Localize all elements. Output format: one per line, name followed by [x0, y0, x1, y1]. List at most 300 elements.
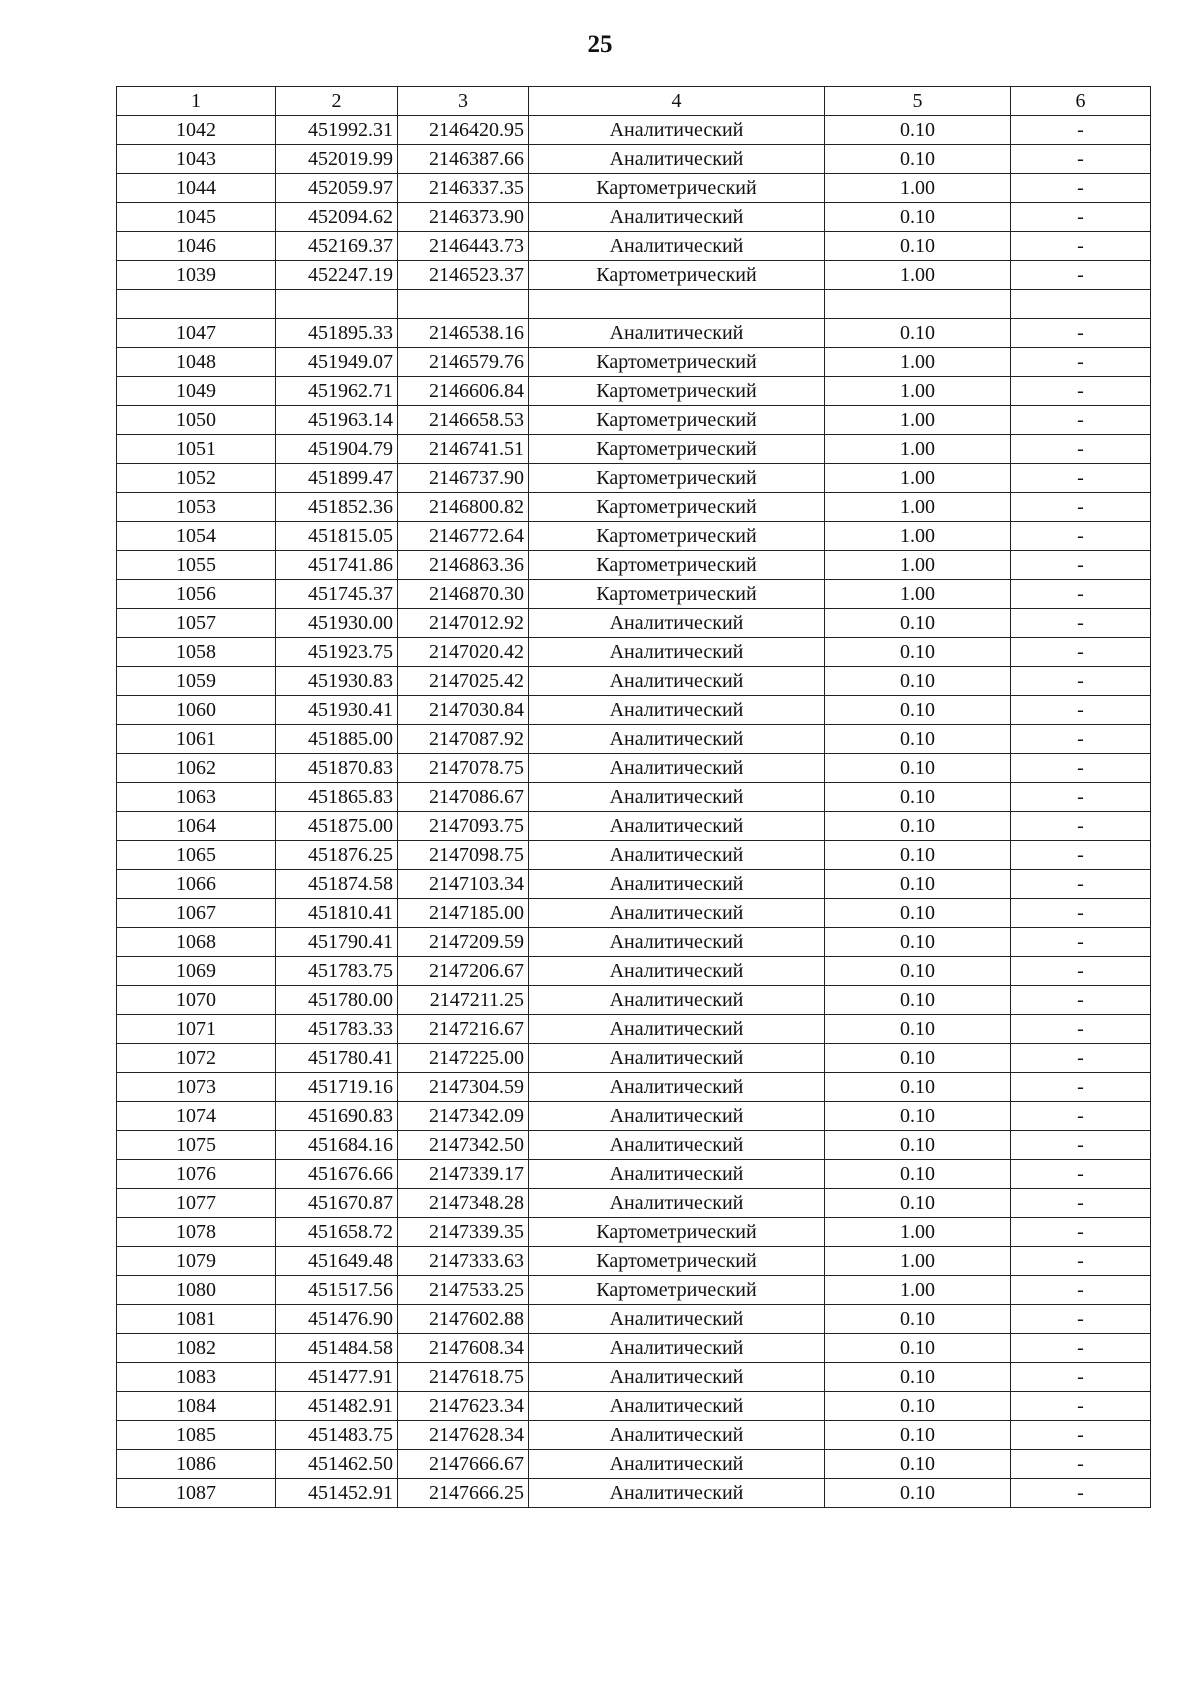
table-row	[117, 1015, 1151, 1044]
method-cell: Аналитический	[529, 1363, 825, 1392]
y-coordinate-cell: 2147098.75	[398, 841, 529, 870]
method-cell: Картометрический	[529, 261, 825, 290]
x-coordinate-cell: 452169.37	[276, 232, 398, 261]
y-coordinate-cell: 2147078.75	[398, 754, 529, 783]
table-row	[117, 261, 1151, 290]
y-coordinate-cell: 2146800.82	[398, 493, 529, 522]
point-number-cell: 1078	[117, 1218, 276, 1247]
x-coordinate-cell: 451992.31	[276, 116, 398, 145]
x-coordinate-cell: 451780.00	[276, 986, 398, 1015]
table-row	[117, 1131, 1151, 1160]
table-row	[117, 1160, 1151, 1189]
x-coordinate-cell: 451810.41	[276, 899, 398, 928]
accuracy-cell: 0.10	[825, 145, 1011, 174]
method-cell: Картометрический	[529, 580, 825, 609]
method-cell: Картометрический	[529, 522, 825, 551]
accuracy-cell: 1.00	[825, 551, 1011, 580]
method-cell: Аналитический	[529, 899, 825, 928]
method-cell: Аналитический	[529, 1073, 825, 1102]
point-number-cell: 1073	[117, 1073, 276, 1102]
y-coordinate-cell: 2147628.34	[398, 1421, 529, 1450]
note-cell: -	[1011, 812, 1151, 841]
note-cell: -	[1011, 1479, 1151, 1508]
table-row	[117, 406, 1151, 435]
point-number-cell: 1054	[117, 522, 276, 551]
point-number-cell: 1074	[117, 1102, 276, 1131]
note-cell: -	[1011, 1218, 1151, 1247]
accuracy-cell	[825, 290, 1011, 319]
y-coordinate-cell: 2147602.88	[398, 1305, 529, 1334]
point-number-cell: 1076	[117, 1160, 276, 1189]
accuracy-cell: 1.00	[825, 1218, 1011, 1247]
accuracy-cell: 1.00	[825, 261, 1011, 290]
point-number-cell: 1045	[117, 203, 276, 232]
note-cell: -	[1011, 957, 1151, 986]
method-cell	[529, 290, 825, 319]
y-coordinate-cell	[398, 290, 529, 319]
point-number-cell: 1067	[117, 899, 276, 928]
point-number-cell: 1064	[117, 812, 276, 841]
note-cell: -	[1011, 1421, 1151, 1450]
note-cell: -	[1011, 870, 1151, 899]
note-cell: -	[1011, 667, 1151, 696]
x-coordinate-cell: 451517.56	[276, 1276, 398, 1305]
accuracy-cell: 0.10	[825, 1073, 1011, 1102]
accuracy-cell: 0.10	[825, 812, 1011, 841]
accuracy-cell: 0.10	[825, 1160, 1011, 1189]
table-row	[117, 754, 1151, 783]
x-coordinate-cell: 451852.36	[276, 493, 398, 522]
table-row	[117, 638, 1151, 667]
table-row	[117, 493, 1151, 522]
x-coordinate-cell: 451690.83	[276, 1102, 398, 1131]
method-cell: Аналитический	[529, 319, 825, 348]
y-coordinate-cell: 2146443.73	[398, 232, 529, 261]
note-cell: -	[1011, 348, 1151, 377]
method-cell: Картометрический	[529, 348, 825, 377]
y-coordinate-cell: 2146420.95	[398, 116, 529, 145]
table-row	[117, 290, 1151, 319]
note-cell: -	[1011, 696, 1151, 725]
accuracy-cell: 1.00	[825, 580, 1011, 609]
accuracy-cell: 1.00	[825, 1276, 1011, 1305]
y-coordinate-cell: 2147339.17	[398, 1160, 529, 1189]
accuracy-cell: 0.10	[825, 696, 1011, 725]
y-coordinate-cell: 2147209.59	[398, 928, 529, 957]
x-coordinate-cell: 451684.16	[276, 1131, 398, 1160]
table-row	[117, 899, 1151, 928]
note-cell: -	[1011, 319, 1151, 348]
table-row	[117, 464, 1151, 493]
y-coordinate-cell: 2147666.67	[398, 1450, 529, 1479]
accuracy-cell: 0.10	[825, 203, 1011, 232]
note-cell: -	[1011, 1392, 1151, 1421]
y-coordinate-cell: 2146373.90	[398, 203, 529, 232]
accuracy-cell: 1.00	[825, 377, 1011, 406]
accuracy-cell: 1.00	[825, 348, 1011, 377]
point-number-cell: 1057	[117, 609, 276, 638]
accuracy-cell: 1.00	[825, 174, 1011, 203]
accuracy-cell: 0.10	[825, 1334, 1011, 1363]
y-coordinate-cell: 2146870.30	[398, 580, 529, 609]
table-row	[117, 435, 1151, 464]
point-number-cell: 1081	[117, 1305, 276, 1334]
point-number-cell: 1047	[117, 319, 276, 348]
table-row	[117, 1392, 1151, 1421]
y-coordinate-cell: 2147093.75	[398, 812, 529, 841]
x-coordinate-cell: 451719.16	[276, 1073, 398, 1102]
table-body	[117, 87, 1151, 1508]
note-cell: -	[1011, 493, 1151, 522]
x-coordinate-cell: 451930.41	[276, 696, 398, 725]
page-number: 25	[587, 31, 613, 58]
method-cell: Аналитический	[529, 667, 825, 696]
point-number-cell: 1072	[117, 1044, 276, 1073]
note-cell: -	[1011, 580, 1151, 609]
point-number-cell: 1082	[117, 1334, 276, 1363]
x-coordinate-cell: 451483.75	[276, 1421, 398, 1450]
method-cell: Аналитический	[529, 812, 825, 841]
y-coordinate-cell: 2147342.50	[398, 1131, 529, 1160]
accuracy-cell: 0.10	[825, 1363, 1011, 1392]
accuracy-cell: 0.10	[825, 754, 1011, 783]
point-number-cell: 1084	[117, 1392, 276, 1421]
note-cell: -	[1011, 551, 1151, 580]
method-cell: Аналитический	[529, 1421, 825, 1450]
point-number-cell: 1044	[117, 174, 276, 203]
point-number-cell: 1083	[117, 1363, 276, 1392]
y-coordinate-cell: 2147533.25	[398, 1276, 529, 1305]
table-row	[117, 696, 1151, 725]
accuracy-cell: 1.00	[825, 406, 1011, 435]
note-cell: -	[1011, 1450, 1151, 1479]
note-cell: -	[1011, 232, 1151, 261]
note-cell: -	[1011, 522, 1151, 551]
accuracy-cell: 0.10	[825, 1015, 1011, 1044]
table-row	[117, 870, 1151, 899]
note-cell	[1011, 290, 1151, 319]
column-header: 4	[529, 87, 825, 116]
y-coordinate-cell: 2147103.34	[398, 870, 529, 899]
note-cell: -	[1011, 116, 1151, 145]
table-row	[117, 1073, 1151, 1102]
point-number-cell: 1068	[117, 928, 276, 957]
table-row	[117, 957, 1151, 986]
note-cell: -	[1011, 1102, 1151, 1131]
x-coordinate-cell: 451904.79	[276, 435, 398, 464]
point-number-cell: 1061	[117, 725, 276, 754]
method-cell: Аналитический	[529, 232, 825, 261]
x-coordinate-cell: 451949.07	[276, 348, 398, 377]
accuracy-cell: 1.00	[825, 464, 1011, 493]
x-coordinate-cell: 452094.62	[276, 203, 398, 232]
table-row	[117, 667, 1151, 696]
method-cell: Аналитический	[529, 1450, 825, 1479]
point-number-cell: 1051	[117, 435, 276, 464]
point-number-cell	[117, 290, 276, 319]
note-cell: -	[1011, 464, 1151, 493]
y-coordinate-cell: 2147342.09	[398, 1102, 529, 1131]
point-number-cell: 1039	[117, 261, 276, 290]
x-coordinate-cell: 451658.72	[276, 1218, 398, 1247]
y-coordinate-cell: 2147623.34	[398, 1392, 529, 1421]
point-number-cell: 1046	[117, 232, 276, 261]
note-cell: -	[1011, 1276, 1151, 1305]
y-coordinate-cell: 2146523.37	[398, 261, 529, 290]
accuracy-cell: 0.10	[825, 667, 1011, 696]
table-row	[117, 1247, 1151, 1276]
point-number-cell: 1056	[117, 580, 276, 609]
point-number-cell: 1049	[117, 377, 276, 406]
point-number-cell: 1075	[117, 1131, 276, 1160]
point-number-cell: 1070	[117, 986, 276, 1015]
y-coordinate-cell: 2147012.92	[398, 609, 529, 638]
note-cell: -	[1011, 1015, 1151, 1044]
note-cell: -	[1011, 1160, 1151, 1189]
x-coordinate-cell: 451741.86	[276, 551, 398, 580]
y-coordinate-cell: 2146387.66	[398, 145, 529, 174]
method-cell: Аналитический	[529, 841, 825, 870]
note-cell: -	[1011, 406, 1151, 435]
x-coordinate-cell: 451780.41	[276, 1044, 398, 1073]
x-coordinate-cell: 451874.58	[276, 870, 398, 899]
note-cell: -	[1011, 1131, 1151, 1160]
table-row	[117, 522, 1151, 551]
x-coordinate-cell: 451875.00	[276, 812, 398, 841]
point-number-cell: 1065	[117, 841, 276, 870]
x-coordinate-cell: 452059.97	[276, 174, 398, 203]
x-coordinate-cell: 451962.71	[276, 377, 398, 406]
table-row	[117, 783, 1151, 812]
method-cell: Аналитический	[529, 1305, 825, 1334]
note-cell: -	[1011, 783, 1151, 812]
method-cell: Аналитический	[529, 783, 825, 812]
accuracy-cell: 1.00	[825, 522, 1011, 551]
accuracy-cell: 0.10	[825, 1421, 1011, 1450]
method-cell: Аналитический	[529, 754, 825, 783]
point-number-cell: 1043	[117, 145, 276, 174]
accuracy-cell: 0.10	[825, 116, 1011, 145]
column-header: 3	[398, 87, 529, 116]
note-cell: -	[1011, 145, 1151, 174]
x-coordinate-cell: 451462.50	[276, 1450, 398, 1479]
y-coordinate-cell: 2147608.34	[398, 1334, 529, 1363]
note-cell: -	[1011, 754, 1151, 783]
note-cell: -	[1011, 1073, 1151, 1102]
x-coordinate-cell: 451930.83	[276, 667, 398, 696]
x-coordinate-cell: 451815.05	[276, 522, 398, 551]
note-cell: -	[1011, 638, 1151, 667]
accuracy-cell: 0.10	[825, 609, 1011, 638]
x-coordinate-cell: 451885.00	[276, 725, 398, 754]
method-cell: Аналитический	[529, 116, 825, 145]
x-coordinate-cell: 451482.91	[276, 1392, 398, 1421]
note-cell: -	[1011, 928, 1151, 957]
method-cell: Аналитический	[529, 145, 825, 174]
table-row	[117, 1479, 1151, 1508]
method-cell: Аналитический	[529, 986, 825, 1015]
point-number-cell: 1085	[117, 1421, 276, 1450]
table-row	[117, 319, 1151, 348]
accuracy-cell: 0.10	[825, 1131, 1011, 1160]
y-coordinate-cell: 2147216.67	[398, 1015, 529, 1044]
table-row	[117, 812, 1151, 841]
y-coordinate-cell: 2147030.84	[398, 696, 529, 725]
method-cell: Картометрический	[529, 1247, 825, 1276]
note-cell: -	[1011, 377, 1151, 406]
x-coordinate-cell: 451899.47	[276, 464, 398, 493]
x-coordinate-cell: 452019.99	[276, 145, 398, 174]
method-cell: Картометрический	[529, 1218, 825, 1247]
point-number-cell: 1087	[117, 1479, 276, 1508]
point-number-cell: 1042	[117, 116, 276, 145]
y-coordinate-cell: 2147211.25	[398, 986, 529, 1015]
note-cell: -	[1011, 1334, 1151, 1363]
table-row	[117, 1421, 1151, 1450]
y-coordinate-cell: 2146741.51	[398, 435, 529, 464]
method-cell: Аналитический	[529, 928, 825, 957]
point-number-cell: 1050	[117, 406, 276, 435]
accuracy-cell: 0.10	[825, 232, 1011, 261]
x-coordinate-cell: 451790.41	[276, 928, 398, 957]
method-cell: Картометрический	[529, 551, 825, 580]
accuracy-cell: 0.10	[825, 783, 1011, 812]
table-row	[117, 725, 1151, 754]
x-coordinate-cell: 451783.75	[276, 957, 398, 986]
point-number-cell: 1059	[117, 667, 276, 696]
method-cell: Картометрический	[529, 1276, 825, 1305]
accuracy-cell: 1.00	[825, 1247, 1011, 1276]
x-coordinate-cell: 451452.91	[276, 1479, 398, 1508]
note-cell: -	[1011, 609, 1151, 638]
x-coordinate-cell: 451649.48	[276, 1247, 398, 1276]
method-cell: Аналитический	[529, 957, 825, 986]
method-cell: Аналитический	[529, 1131, 825, 1160]
method-cell: Аналитический	[529, 609, 825, 638]
note-cell: -	[1011, 986, 1151, 1015]
accuracy-cell: 0.10	[825, 899, 1011, 928]
y-coordinate-cell: 2146772.64	[398, 522, 529, 551]
note-cell: -	[1011, 1247, 1151, 1276]
accuracy-cell: 0.10	[825, 1044, 1011, 1073]
accuracy-cell: 0.10	[825, 1450, 1011, 1479]
table-row	[117, 1044, 1151, 1073]
table-row	[117, 1276, 1151, 1305]
table-row	[117, 174, 1151, 203]
table-row	[117, 116, 1151, 145]
point-number-cell: 1079	[117, 1247, 276, 1276]
y-coordinate-cell: 2147206.67	[398, 957, 529, 986]
y-coordinate-cell: 2146337.35	[398, 174, 529, 203]
x-coordinate-cell: 451930.00	[276, 609, 398, 638]
table-row	[117, 1102, 1151, 1131]
table-row	[117, 1363, 1151, 1392]
y-coordinate-cell: 2147333.63	[398, 1247, 529, 1276]
x-coordinate-cell: 451963.14	[276, 406, 398, 435]
accuracy-cell: 0.10	[825, 638, 1011, 667]
method-cell: Аналитический	[529, 725, 825, 754]
note-cell: -	[1011, 261, 1151, 290]
accuracy-cell: 0.10	[825, 319, 1011, 348]
x-coordinate-cell: 451476.90	[276, 1305, 398, 1334]
point-number-cell: 1063	[117, 783, 276, 812]
method-cell: Аналитический	[529, 1044, 825, 1073]
table-row	[117, 377, 1151, 406]
method-cell: Картометрический	[529, 174, 825, 203]
point-number-cell: 1066	[117, 870, 276, 899]
table-row	[117, 232, 1151, 261]
column-header: 6	[1011, 87, 1151, 116]
table-row	[117, 841, 1151, 870]
accuracy-cell: 1.00	[825, 493, 1011, 522]
x-coordinate-cell: 451484.58	[276, 1334, 398, 1363]
table-row	[117, 609, 1151, 638]
accuracy-cell: 0.10	[825, 957, 1011, 986]
x-coordinate-cell: 451783.33	[276, 1015, 398, 1044]
y-coordinate-cell: 2147225.00	[398, 1044, 529, 1073]
x-coordinate-cell: 451745.37	[276, 580, 398, 609]
method-cell: Аналитический	[529, 1189, 825, 1218]
y-coordinate-cell: 2147666.25	[398, 1479, 529, 1508]
table-row	[117, 1305, 1151, 1334]
x-coordinate-cell	[276, 290, 398, 319]
note-cell: -	[1011, 899, 1151, 928]
y-coordinate-cell: 2146658.53	[398, 406, 529, 435]
x-coordinate-cell: 451670.87	[276, 1189, 398, 1218]
coordinates-table	[116, 86, 1151, 1508]
note-cell: -	[1011, 1044, 1151, 1073]
method-cell: Картометрический	[529, 406, 825, 435]
method-cell: Аналитический	[529, 1392, 825, 1421]
x-coordinate-cell: 451923.75	[276, 638, 398, 667]
x-coordinate-cell: 451865.83	[276, 783, 398, 812]
note-cell: -	[1011, 1189, 1151, 1218]
table-row	[117, 1189, 1151, 1218]
accuracy-cell: 0.10	[825, 1479, 1011, 1508]
point-number-cell: 1069	[117, 957, 276, 986]
note-cell: -	[1011, 1305, 1151, 1334]
method-cell: Картометрический	[529, 493, 825, 522]
method-cell: Аналитический	[529, 696, 825, 725]
table-row	[117, 551, 1151, 580]
point-number-cell: 1058	[117, 638, 276, 667]
x-coordinate-cell: 451477.91	[276, 1363, 398, 1392]
table-row	[117, 203, 1151, 232]
method-cell: Картометрический	[529, 377, 825, 406]
y-coordinate-cell: 2147348.28	[398, 1189, 529, 1218]
note-cell: -	[1011, 203, 1151, 232]
accuracy-cell: 0.10	[825, 1102, 1011, 1131]
y-coordinate-cell: 2146579.76	[398, 348, 529, 377]
point-number-cell: 1048	[117, 348, 276, 377]
accuracy-cell: 1.00	[825, 435, 1011, 464]
method-cell: Аналитический	[529, 1015, 825, 1044]
column-header: 2	[276, 87, 398, 116]
method-cell: Аналитический	[529, 638, 825, 667]
note-cell: -	[1011, 841, 1151, 870]
table-row	[117, 1450, 1151, 1479]
x-coordinate-cell: 451876.25	[276, 841, 398, 870]
table-row	[117, 1218, 1151, 1247]
y-coordinate-cell: 2147020.42	[398, 638, 529, 667]
y-coordinate-cell: 2147618.75	[398, 1363, 529, 1392]
accuracy-cell: 0.10	[825, 725, 1011, 754]
table-header-row	[117, 87, 1151, 116]
point-number-cell: 1055	[117, 551, 276, 580]
accuracy-cell: 0.10	[825, 870, 1011, 899]
accuracy-cell: 0.10	[825, 841, 1011, 870]
point-number-cell: 1086	[117, 1450, 276, 1479]
